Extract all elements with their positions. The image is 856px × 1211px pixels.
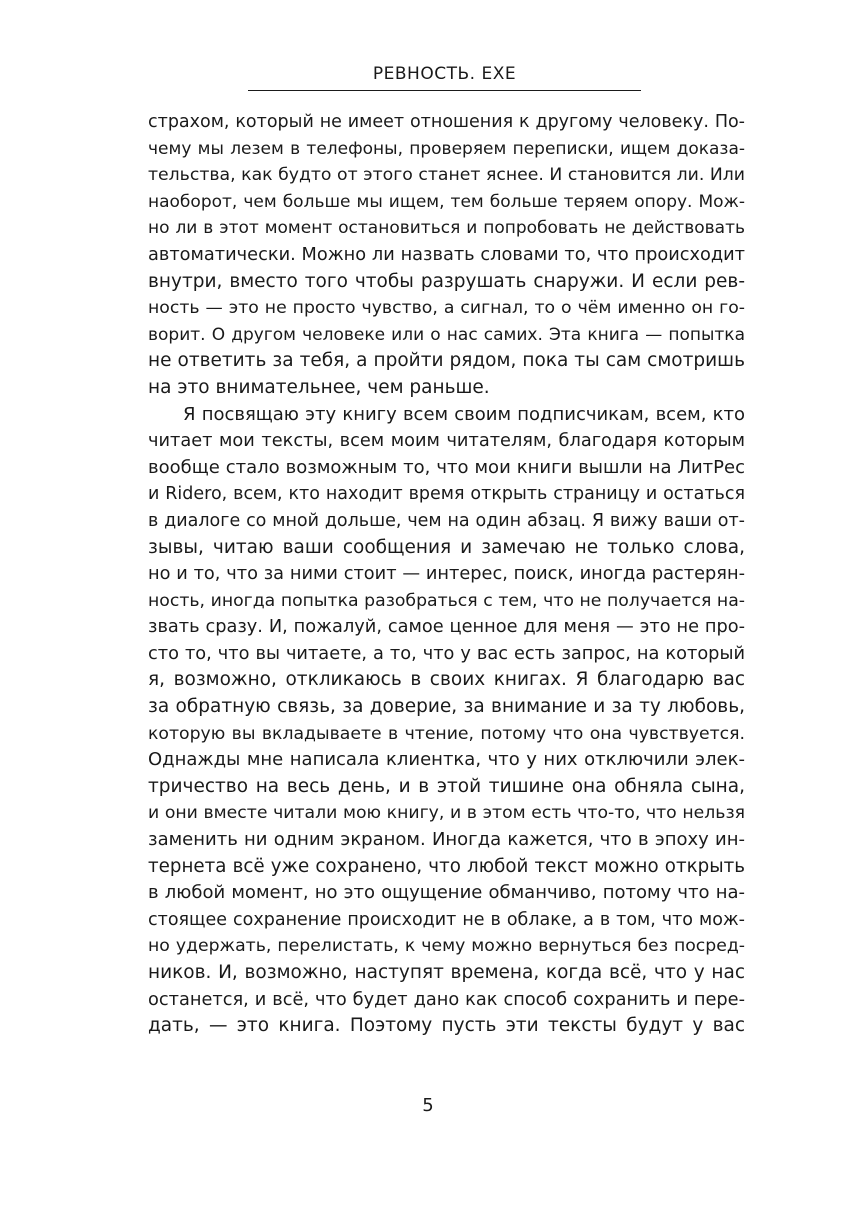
text-line: наоборот, чем больше мы ищем, тем больше теряем опору. Мож- [148,191,745,212]
text-line: зывы, читаю ваши сообщения и замечаю не только слова, [148,536,745,558]
text-line: стоящее сохранение происходит не в облаке, а в том, что мож- [148,909,745,930]
text-line: в любой момент, но это ощущение обманчиво, потому что на- [148,882,745,904]
page-number: 5 [422,1095,434,1116]
text-line: страхом, который не имеет отношения к другому человеку. По- [148,112,745,132]
text-line: чему мы лезем в телефоны, проверяем переписки, ищем доказа- [148,138,745,159]
text-line: я, возможно, откликаюсь в своих книгах. Я благодарю вас [148,669,745,691]
text-line: тернета всё уже сохранено, что любой текст можно открыть [148,855,745,877]
text-line: но ли в этот момент остановиться и попробовать не действовать [148,218,745,239]
text-line: Я посвящаю эту книгу всем своим подписчикам, всем, кто [183,403,745,425]
text-line: сто то, что вы читаете, а то, что у вас есть запрос, на который [148,643,745,664]
text-line: не ответить за тебя, а пройти рядом, пока ты сам смотришь [148,350,745,372]
text-line: но и то, что за ними стоит — интерес, поиск, иногда растерян- [148,564,745,585]
header-divider [248,90,641,91]
text-line: дать, — это книга. Поэтому пусть эти тексты будут у вас [148,1015,745,1037]
text-line: ность, иногда попытка разобраться с тем, что не получается на- [148,590,745,611]
text-line: Однажды мне написала клиентка, что у них отключили элек- [148,749,745,771]
paragraph-2 [148,402,745,1040]
running-header: РЕВНОСТЬ. EXE [372,64,517,84]
text-line: и они вместе читали мою книгу, и в этом есть что-то, что нельзя [148,803,745,824]
text-line: ников. И, возможно, наступят времена, когда всё, что у нас [148,962,745,983]
text-line: на это внимательнее, чем раньше. [148,376,490,398]
text-line: звать сразу. И, пожалуй, самое ценное для меня — это не про- [148,617,745,638]
paragraph-1 [148,109,745,402]
text-line: тричество на весь день, и в этой тишине она обняла сына, [148,775,745,797]
text-line: ворит. О другом человеке или о нас самих. Эта книга — попытка [148,324,745,345]
text-line: и Ridero, всем, кто находит время открыть страницу и остаться [148,484,745,505]
text-line: внутри, вместо того чтобы разрушать снаружи. И если рев- [148,270,745,292]
text-line: в диалоге со мной дольше, чем на один абзац. Я вижу ваши от- [148,510,745,531]
text-line: тельства, как будто от этого станет яснее. И становится ли. Или [148,165,745,186]
body-text [148,109,745,1040]
text-line: которую вы вкладываете в чтение, потому что она чувствуется. [148,723,745,744]
text-line: ность — это не просто чувство, а сигнал, то о чём именно он го- [148,298,745,319]
text-line: заменить ни одним экраном. Иногда кажется, что в эпоху ин- [148,829,745,851]
text-line: за обратную связь, за доверие, за внимание и за ту любовь, [148,696,745,718]
text-line: останется, и всё, что будет дано как способ сохранить и пере- [148,989,745,1010]
text-line: автоматически. Можно ли назвать словами то, что происходит [148,244,745,265]
text-line: но удержать, перелистать, к чему можно вернуться без посред- [148,936,745,957]
text-line: вообще стало возможным то, что мои книги вышли на ЛитРес [148,456,745,478]
text-line: читает мои тексты, всем моим читателям, благодаря которым [148,431,745,452]
